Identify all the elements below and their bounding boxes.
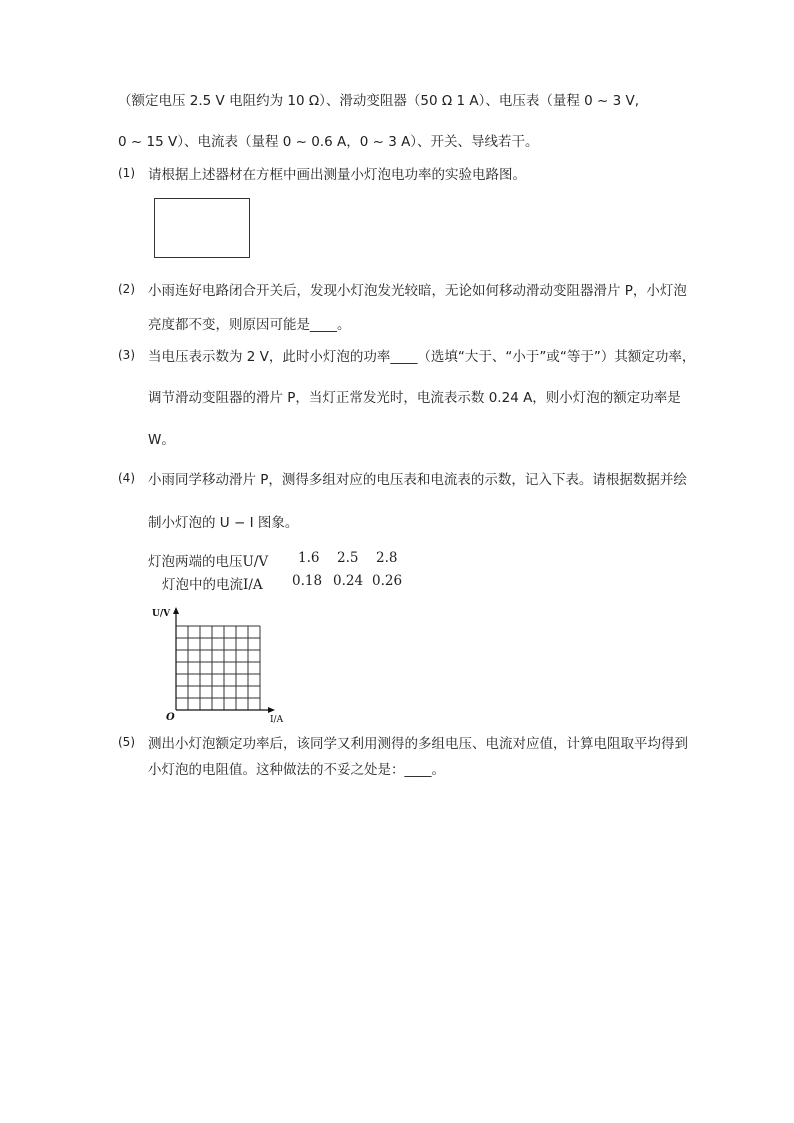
x-axis-label: I/A (270, 715, 284, 725)
question-2-line-1: 小雨连好电路闭合开关后，发现小灯泡发光较暗，无论如何移动滑动变阻器滑片 P，小灯泡 (148, 283, 687, 299)
origin-label: O (166, 712, 175, 723)
current-value-1: 0.18 (292, 573, 323, 589)
question-5-line-2: 小灯泡的电阻值。这种做法的不妥之处是：____。 (148, 762, 445, 778)
question-4-line-2: 制小灯泡的 U − I 图象。 (148, 515, 299, 531)
current-label: 灯泡中的电流I/A (162, 577, 263, 593)
y-axis-label: U/V (152, 609, 171, 619)
question-1-number: (1) (118, 166, 135, 180)
u-i-graph (150, 604, 295, 726)
question-3-line-3: W。 (148, 432, 175, 448)
question-5-number: (5) (118, 735, 135, 749)
question-4-line-1: 小雨同学移动滑片 P，测得多组对应的电压表和电流表的示数，记入下表。请根据数据并绘 (148, 472, 687, 488)
voltage-value-2: 2.5 (337, 550, 359, 566)
voltage-value-1: 1.6 (298, 550, 320, 566)
voltage-label: 灯泡两端的电压U/V (148, 554, 269, 570)
voltage-value-3: 2.8 (376, 550, 398, 566)
intro-line-2: 0 ~ 15 V）、电流表（量程 0 ~ 0.6 A，0 ~ 3 A）、开关、导线若干。 (118, 134, 539, 150)
question-5-line-1: 测出小灯泡额定功率后，该同学又利用测得的多组电压、电流对应值，计算电阻取平均得到 (148, 736, 688, 752)
question-3-number: (3) (118, 348, 135, 362)
question-3-line-2: 调节滑动变阻器的滑片 P，当灯正常发光时，电流表示数 0.24 A，则小灯泡的额定功率是 (148, 390, 681, 406)
question-2-number: (2) (118, 282, 135, 296)
question-2-line-2: 亮度都不变，则原因可能是____。 (148, 317, 351, 333)
current-value-3: 0.26 (372, 573, 403, 589)
question-3-line-1: 当电压表示数为 2 V，此时小灯泡的功率____（选填“大于、“小于”或“等于”）其额定功率， (148, 349, 696, 365)
question-1-text: 请根据上述器材在方框中画出测量小灯泡电功率的实验电路图。 (148, 167, 526, 183)
question-4-number: (4) (118, 471, 135, 485)
circuit-diagram-box (154, 198, 250, 258)
current-value-2: 0.24 (333, 573, 364, 589)
intro-line-1: （额定电压 2.5 V 电阻约为 10 Ω）、滑动变阻器（50 Ω 1 A）、电压表（量程 0 ~ 3 V, (118, 93, 640, 109)
graph-grid (176, 626, 260, 710)
